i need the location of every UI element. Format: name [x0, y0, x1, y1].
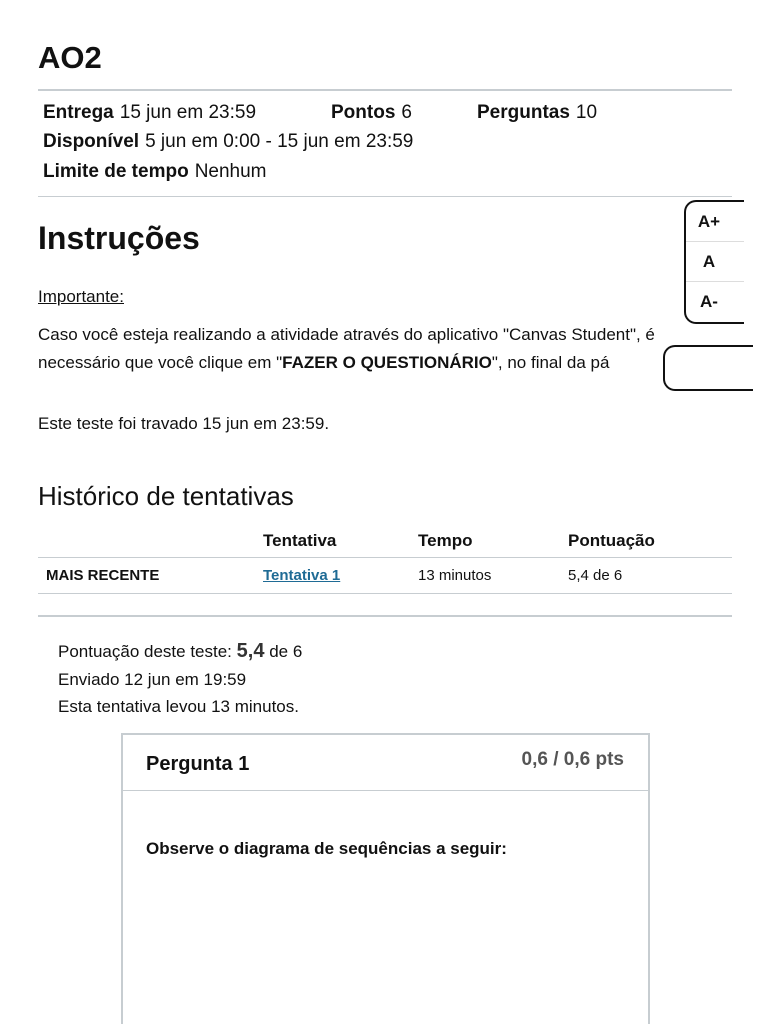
- history-divider: [38, 615, 732, 617]
- history-row-attempt: [263, 567, 340, 584]
- due-label: Entrega: [43, 102, 114, 123]
- meta-divider: [38, 196, 732, 197]
- question-points: 0,6 / 0,6 pts: [521, 749, 624, 770]
- instructions-line-2-post: ", no final da pá: [491, 353, 610, 372]
- page-title: AO2: [38, 40, 102, 75]
- side-panel-tab[interactable]: [663, 345, 753, 391]
- meta-row-3: [43, 161, 267, 183]
- questions-value: 10: [575, 102, 598, 123]
- history-row-time: 13 minutos: [418, 567, 492, 584]
- title-divider: [38, 89, 732, 91]
- due-value: 15 jun em 23:59: [119, 102, 257, 123]
- attempt-duration: Esta tentativa levou 13 minutos.: [58, 697, 299, 716]
- question-card: [121, 733, 650, 1024]
- quiz-score-value: 5,4: [236, 640, 265, 662]
- instructions-line-2: [38, 353, 609, 373]
- history-col-time: Tempo: [418, 531, 473, 550]
- history-col-attempt: Tentativa: [263, 531, 337, 550]
- history-heading: Histórico de tentativas: [38, 481, 294, 511]
- submitted-at: Enviado 12 jun em 19:59: [58, 670, 247, 689]
- question-text: Observe o diagrama de sequências a seguir:: [146, 839, 507, 858]
- history-row-divider: [38, 593, 732, 594]
- question-header: [123, 735, 648, 791]
- font-reset-button[interactable]: A: [686, 242, 744, 282]
- history-col-score: Pontuação: [568, 531, 655, 550]
- instructions-heading: Instruções: [38, 220, 200, 256]
- history-header-divider: [38, 557, 732, 558]
- meta-points: [331, 102, 412, 124]
- meta-row-2: [43, 131, 413, 153]
- history-row-label: MAIS RECENTE: [46, 567, 160, 584]
- font-decrease-button[interactable]: A-: [700, 292, 718, 311]
- available-label: Disponível: [43, 131, 140, 152]
- timelimit-label: Limite de tempo: [43, 161, 189, 182]
- attempt-link[interactable]: Tentativa 1: [263, 567, 341, 584]
- quiz-score-total: de 6: [269, 642, 303, 661]
- take-quiz-emphasis: FAZER O QUESTIONÁRIO: [282, 353, 492, 372]
- important-label: Importante:: [38, 287, 124, 306]
- font-size-controls: [684, 200, 744, 324]
- meta-questions: [477, 102, 597, 124]
- locked-notice: Este teste foi travado 15 jun em 23:59.: [38, 414, 330, 433]
- timelimit-value: Nenhum: [194, 161, 267, 182]
- quiz-score: [58, 640, 302, 663]
- quiz-score-label: Pontuação deste teste:: [58, 642, 232, 661]
- available-value: 5 jun em 0:00 - 15 jun em 23:59: [145, 131, 414, 152]
- points-value: 6: [401, 102, 412, 123]
- points-label: Pontos: [331, 102, 396, 123]
- font-increase-button[interactable]: A+: [686, 202, 744, 242]
- question-title: Pergunta 1: [146, 753, 250, 775]
- questions-label: Perguntas: [477, 102, 570, 123]
- instructions-line-2-pre: necessário que você clique em ": [38, 353, 283, 372]
- instructions-line-1: Caso você esteja realizando a atividade através do aplicativo "Canvas Student", é: [38, 325, 655, 344]
- history-row-score: 5,4 de 6: [568, 567, 623, 584]
- meta-row-1: [43, 102, 256, 124]
